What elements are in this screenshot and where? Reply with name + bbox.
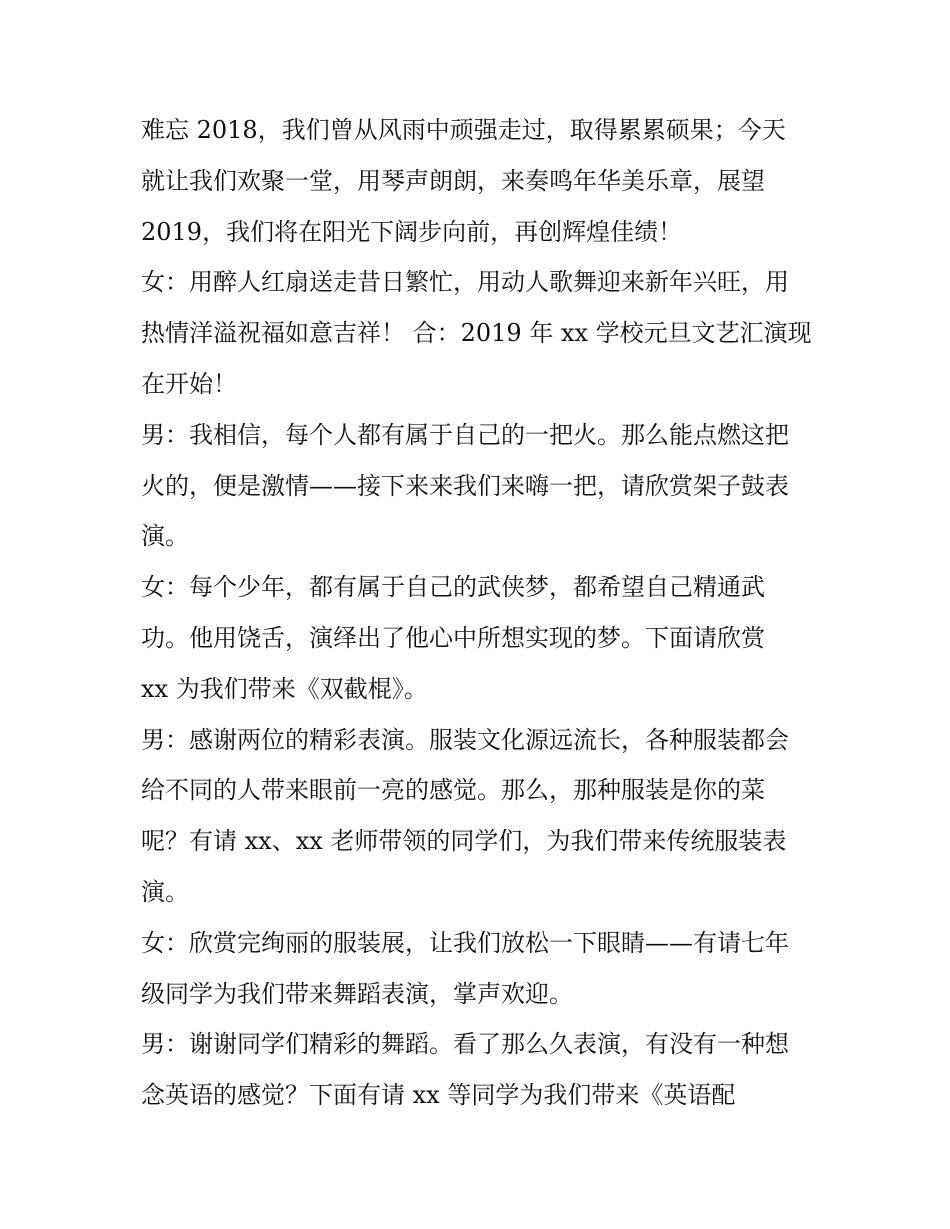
text-line: 演。: [141, 877, 189, 906]
text-line: 念英语的感觉？下面有请 xx 等同学为我们带来《英语配: [141, 1081, 736, 1110]
text-line: 男：我相信，每个人都有属于自己的一把火。那么能点燃这把: [141, 420, 789, 449]
text-line: 女：每个少年，都有属于自己的武侠梦，都希望自己精通武: [141, 573, 765, 602]
text-line: xx 为我们带来《双截棍》。: [141, 674, 428, 703]
text-line: 演。: [141, 522, 189, 551]
text-line: 女：用醉人红扇送走昔日繁忙，用动人歌舞迎来新年兴旺，用: [141, 268, 789, 297]
text-line: 男：感谢两位的精彩表演。服装文化源远流长，各种服装都会: [141, 725, 789, 754]
text-line: 火的，便是激情——接下来来我们来嗨一把，请欣赏架子鼓表: [141, 471, 789, 500]
text-line: 功。他用饶舌，演绎出了他心中所想实现的梦。下面请欣赏: [141, 623, 765, 652]
text-line: 女：欣赏完绚丽的服装展，让我们放松一下眼睛——有请七年: [141, 928, 789, 957]
text-line: 2019，我们将在阳光下阔步向前，再创辉煌佳绩！: [141, 217, 683, 246]
text-line: 难忘 2018，我们曾从风雨中顽强走过，取得累累硕果；今天: [141, 116, 786, 144]
text-line: 在开始！: [141, 369, 237, 398]
text-line: 级同学为我们带来舞蹈表演，掌声欢迎。: [141, 979, 573, 1008]
text-line: 热情洋溢祝福如意吉祥！ 合：2019 年 xx 学校元旦文艺汇演现: [141, 319, 812, 348]
text-line: 呢？有请 xx、xx 老师带领的同学们，为我们带来传统服装表: [141, 827, 787, 856]
text-line: 就让我们欢聚一堂，用琴声朗朗，来奏鸣年华美乐章，展望: [141, 166, 765, 195]
text-line: 男：谢谢同学们精彩的舞蹈。看了那么久表演，有没有一种想: [141, 1030, 789, 1059]
text-line: 给不同的人带来眼前一亮的感觉。那么，那种服装是你的菜: [141, 776, 765, 805]
script-text: [141, 105, 813, 1121]
